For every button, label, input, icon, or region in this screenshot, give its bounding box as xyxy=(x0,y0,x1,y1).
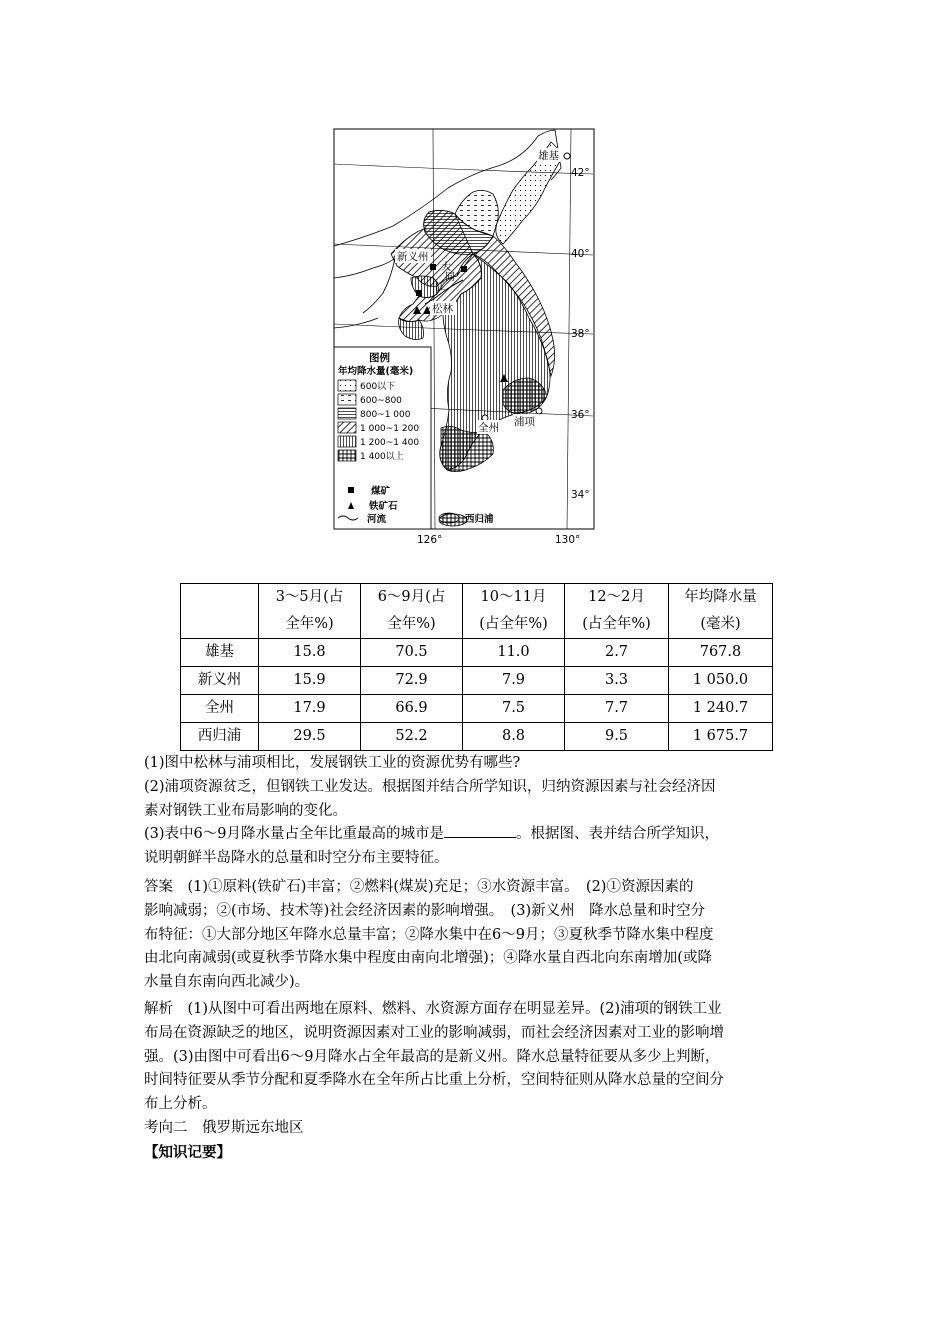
river-label: 江 xyxy=(435,282,445,293)
table-cell: 7.5 xyxy=(463,695,565,723)
precipitation-table xyxy=(180,583,773,751)
answer-line: 布特征：①大部分地区年降水总量丰富；②降水集中在6～9月；③夏秋季节降水集中程度 xyxy=(144,926,714,943)
table-cell: 3.3 xyxy=(565,667,669,695)
table-cell: 15.8 xyxy=(259,639,361,667)
analysis-line: 解析 (1)从图中可看出两地在原料、燃料、水资源方面存在明显差异。(2)浦项的钢铁工业 xyxy=(144,1001,722,1017)
answer-line: 由北向南减弱(或夏秋季节降水集中程度由南向北增强)；④降水量自西北向东南增加(或降 xyxy=(144,950,712,967)
table-cell: 66.9 xyxy=(361,695,463,723)
question-1: (1)图中松林与浦项相比，发展钢铁工业的资源优势有哪些? xyxy=(144,755,521,771)
river-label: 大 xyxy=(441,262,451,273)
lon-label: 130° xyxy=(555,534,581,546)
table-cell: 西归浦 xyxy=(181,723,259,751)
city-label: 新义州 xyxy=(397,251,429,263)
table-row xyxy=(181,667,773,695)
analysis-block xyxy=(144,998,816,1165)
table-header-cell: 10～11月 (占全年%) xyxy=(463,584,565,639)
table-cell: 1 675.7 xyxy=(669,723,773,751)
answer-blank xyxy=(444,823,516,838)
legend-item: 800~1 000 xyxy=(360,410,411,420)
analysis-line: 布局在资源缺乏的地区，说明资源因素对工业的影响减弱，而社会经济因素对工业的影响增 xyxy=(144,1024,724,1041)
legend-item: 1 200~1 400 xyxy=(360,438,420,448)
answer-line: 水量自东南向西北减少)。 xyxy=(144,974,310,991)
table-cell: 15.9 xyxy=(259,667,361,695)
lat-label: 38° xyxy=(571,328,590,340)
legend-item: 600以下 xyxy=(360,382,396,392)
city-label: 松林 xyxy=(432,303,453,315)
table-header-cell: 年均降水量 (毫米) xyxy=(669,584,773,639)
table-cell: 1 050.0 xyxy=(669,667,773,695)
table-header-row xyxy=(181,584,773,639)
legend-subtitle: 年均降水量(毫米) xyxy=(338,366,414,377)
river-label: 同 xyxy=(445,272,455,283)
table-cell: 17.9 xyxy=(259,695,361,723)
jeju-legend-icon xyxy=(439,513,459,523)
table-cell: 1 240.7 xyxy=(669,695,773,723)
table-row xyxy=(181,695,773,723)
table-cell: 8.8 xyxy=(463,723,565,751)
table-cell: 9.5 xyxy=(565,723,669,751)
table-header-cell: 6～9月(占 全年%) xyxy=(361,584,463,639)
section-subtitle: 【知识记要】 xyxy=(144,1143,231,1161)
lat-label: 40° xyxy=(571,248,590,260)
table-row xyxy=(181,723,773,751)
question-2-line: (2)浦项资源贫乏，但钢铁工业发达。根据图并结合所学知识，归纳资源因素与社会经济因 xyxy=(144,778,716,795)
lat-label: 36° xyxy=(571,409,590,421)
questions-block xyxy=(144,752,816,871)
section-title: 考向二 俄罗斯远东地区 xyxy=(144,1119,304,1136)
table-row xyxy=(181,639,773,667)
legend-symbol-label: 铁矿石 xyxy=(369,501,398,512)
table-cell: 11.0 xyxy=(463,639,565,667)
lon-label: 126° xyxy=(417,534,443,546)
table-cell: 52.2 xyxy=(361,723,463,751)
legend-title: 图例 xyxy=(369,352,390,364)
map-legend xyxy=(334,347,431,529)
legend-item: 1 400以上 xyxy=(360,452,404,462)
legend-symbol-label: 煤矿 xyxy=(371,486,391,497)
answer-line: 答案 (1)①原料(铁矿石)丰富；②燃料(煤炭)充足；③水资源丰富。 (2)①资源因素的 xyxy=(144,879,694,895)
longitude-labels xyxy=(417,534,580,546)
legend-symbol-label: 河流 xyxy=(367,514,387,525)
answer-block xyxy=(144,876,816,995)
question-3-line: 说明朝鲜半岛降水的总量和时空分布主要特征。 xyxy=(144,850,449,867)
city-label: 雄基 xyxy=(538,150,559,162)
table-cell: 2.7 xyxy=(565,639,669,667)
table-cell: 72.9 xyxy=(361,667,463,695)
table-cell: 7.7 xyxy=(565,695,669,723)
table-cell: 雄基 xyxy=(181,639,259,667)
lat-label: 34° xyxy=(571,489,590,501)
legend-item: 600~800 xyxy=(360,396,402,406)
table-cell: 全州 xyxy=(181,695,259,723)
analysis-line: 布上分析。 xyxy=(144,1096,217,1113)
table-header-cell xyxy=(181,584,259,639)
region-label: 西归浦 xyxy=(465,514,494,525)
legend-item: 1 000~1 200 xyxy=(360,424,420,434)
city-label: 全州 xyxy=(478,422,499,434)
table-header-cell: 12～2月 (占全年%) xyxy=(565,584,669,639)
table-header-cell: 3～5月(占 全年%) xyxy=(259,584,361,639)
question-3-line: (3)表中6～9月降水量占全年比重最高的城市是 。根据图、表并结合所学知识， xyxy=(144,823,816,847)
korea-precipitation-map xyxy=(333,128,595,546)
analysis-line: 强。(3)由图中可看出6～9月降水占全年最高的是新义州。降水总量特征要从多少上判断， xyxy=(144,1048,720,1065)
table-cell: 767.8 xyxy=(669,639,773,667)
table-cell: 7.9 xyxy=(463,667,565,695)
answer-line: 影响减弱；②(市场、技术等)社会经济因素的影响增强。 (3)新义州 降水总量和时空分 xyxy=(144,902,706,919)
table-cell: 新义州 xyxy=(181,667,259,695)
table-cell: 29.5 xyxy=(259,723,361,751)
analysis-line: 时间特征要从季节分配和夏季降水在全年所占比重上分析，空间特征则从降水总量的空间分 xyxy=(144,1072,724,1089)
question-2-line: 素对钢铁工业布局影响的变化。 xyxy=(144,802,347,819)
lat-label: 42° xyxy=(571,167,590,179)
coal-square-icon xyxy=(348,487,354,493)
city-label: 浦项 xyxy=(514,416,535,428)
table-cell: 70.5 xyxy=(361,639,463,667)
